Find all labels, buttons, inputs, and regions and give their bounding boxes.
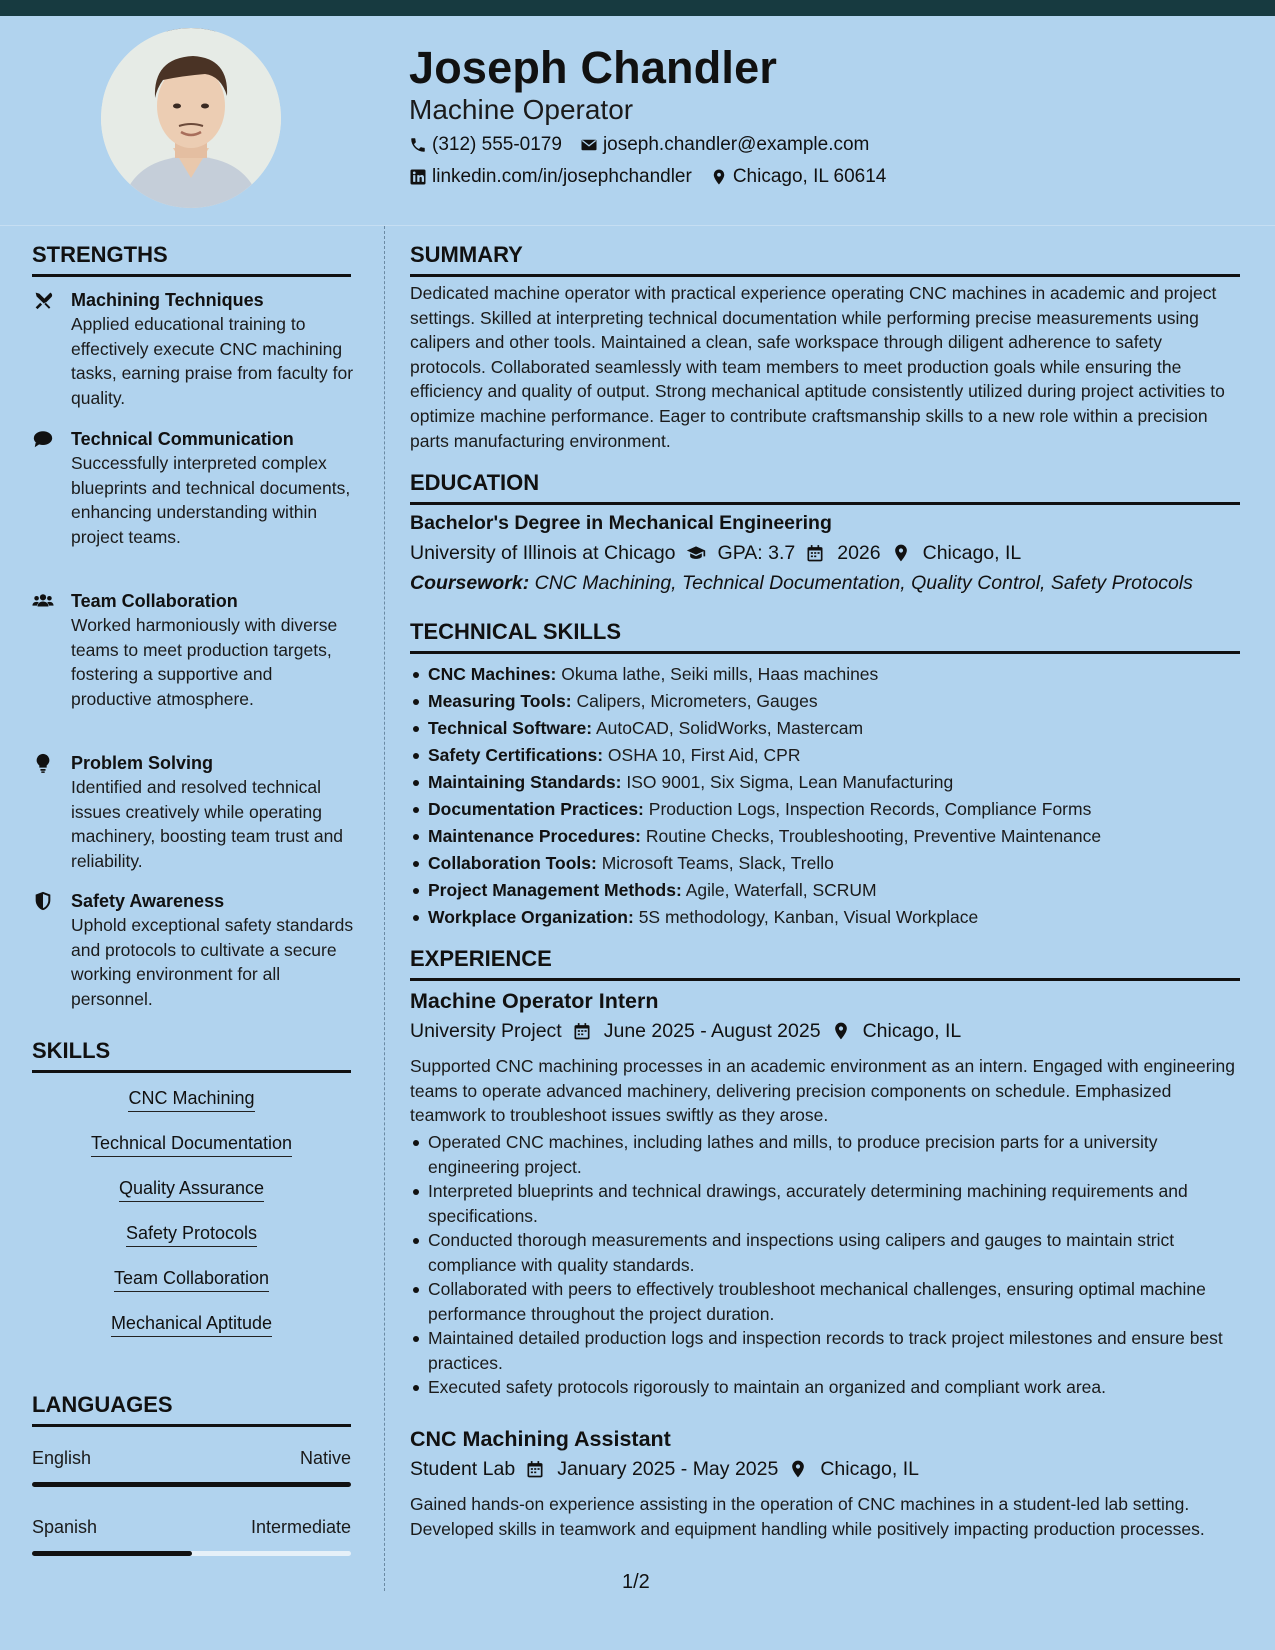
job-dates: January 2025 - May 2025 (557, 1458, 779, 1480)
technical-skills-list (428, 662, 1240, 932)
education-gpa: GPA: 3.7 (717, 542, 796, 564)
linkedin-icon (409, 168, 427, 186)
location-text: Chicago, IL 60614 (732, 166, 887, 187)
strength-item (32, 889, 357, 1011)
job-location: Chicago, IL (862, 1020, 962, 1042)
job-bullets (428, 1130, 1240, 1400)
job-meta (410, 1020, 961, 1043)
phone-icon (409, 136, 427, 154)
strength-title: Safety Awareness (71, 891, 225, 911)
avatar (101, 28, 281, 208)
strength-item (32, 589, 357, 711)
list-item: Documentation Practices: Production Logs, Inspection Records, Compliance Forms (428, 797, 1240, 822)
email-link[interactable]: joseph.chandler@example.com (602, 134, 870, 155)
list-item: Workplace Organization: 5S methodology, Kanban, Visual Workplace (428, 905, 1240, 930)
graduation-cap-icon (686, 543, 708, 565)
education-location: Chicago, IL (922, 542, 1022, 564)
strength-desc: Successfully interpreted complex blueprints and technical documents, enhancing understanding within project teams. (71, 453, 351, 547)
strength-title: Problem Solving (71, 753, 214, 773)
contact-phone (409, 134, 562, 156)
strength-title: Team Collaboration (71, 591, 238, 611)
contact-location (710, 166, 887, 188)
map-pin-icon (710, 168, 728, 186)
resume-header (0, 16, 1275, 226)
list-item: Maintenance Procedures: Routine Checks, Troubleshooting, Preventive Maintenance (428, 824, 1240, 849)
list-item: Collaboration Tools: Microsoft Teams, Slack, Trello (428, 851, 1240, 876)
list-item: Measuring Tools: Calipers, Micrometers, Gauges (428, 689, 1240, 714)
list-item: Operated CNC machines, including lathes and mills, to produce precision parts for a university engineering project. (428, 1130, 1240, 1179)
map-pin-icon (891, 543, 913, 565)
top-bar (0, 0, 1275, 16)
job-title: Machine Operator Intern (410, 989, 659, 1013)
language-name: Spanish (32, 1517, 98, 1537)
speech-bubble-icon (32, 428, 56, 452)
languages-heading: LANGUAGES (32, 1392, 351, 1427)
strength-item (32, 751, 357, 873)
list-item: Technical Software: AutoCAD, SolidWorks, Mastercam (428, 716, 1240, 741)
candidate-title: Machine Operator (409, 94, 634, 125)
linkedin-link[interactable]: linkedin.com/in/josephchandler (432, 166, 692, 187)
strength-item (32, 427, 357, 549)
job-summary: Gained hands-on experience assisting in the operation of CNC machines in a student-led lab setting. Developed skills in teamwork and equipment handling while positively impacting production processes. (410, 1494, 1205, 1539)
education-year: 2026 (837, 542, 881, 564)
list-item: Collaborated with peers to effectively troubleshoot mechanical challenges, ensuring optimal machine performance throughout the project duration. (428, 1277, 1240, 1326)
contact-row-1 (409, 134, 869, 156)
language-level: Intermediate (250, 1517, 351, 1537)
experience-heading: EXPERIENCE (410, 946, 1240, 981)
education-coursework: Coursework: CNC Machining, Technical Documentation, Quality Control, Safety Protocols (410, 572, 1193, 594)
contact-row-2 (409, 166, 886, 188)
list-item: CNC Machines: Okuma lathe, Seiki mills, Haas machines (428, 662, 1240, 687)
strength-desc: Uphold exceptional safety standards and protocols to cultivate a secure working environment for all personnel. (71, 915, 354, 1009)
list-item: Project Management Methods: Agile, Waterfall, SCRUM (428, 878, 1240, 903)
strength-desc: Identified and resolved technical issues creatively while operating machinery, boosting team trust and reliability. (71, 777, 344, 871)
phone-text: (312) 555-0179 (432, 134, 562, 155)
map-pin-icon (788, 1459, 810, 1481)
team-icon (32, 590, 56, 614)
education-school: University of Illinois at Chicago (410, 542, 676, 564)
strength-item (32, 288, 357, 410)
language-proficiency-bar (32, 1551, 351, 1556)
job-org: Student Lab (410, 1458, 516, 1480)
skill-tag: Quality Assurance (32, 1178, 351, 1199)
contact-linkedin[interactable] (409, 166, 692, 188)
job-summary: Supported CNC machining processes in an academic environment as an intern. Engaged with engineering teams to operate advanced machinery, delivering precision components on schedule. Emphasized teamwork to troubleshoot issues swiftly as they arose. (410, 1056, 1235, 1126)
map-pin-icon (831, 1021, 853, 1043)
page-number: 1/2 (622, 1571, 650, 1593)
calendar-icon (805, 543, 827, 565)
profile-photo (101, 28, 281, 208)
skill-tag: CNC Machining (32, 1088, 351, 1109)
contact-email[interactable] (580, 134, 869, 156)
skill-tag: Mechanical Aptitude (32, 1313, 351, 1334)
job-org: University Project (410, 1020, 562, 1042)
strength-desc: Applied educational training to effectively execute CNC machining tasks, earning praise from faculty for quality. (71, 314, 354, 408)
job-dates: June 2025 - August 2025 (603, 1020, 821, 1042)
strength-title: Technical Communication (71, 429, 294, 449)
language-proficiency-bar (32, 1482, 351, 1487)
calendar-icon (572, 1021, 594, 1043)
job-title: CNC Machining Assistant (410, 1427, 671, 1451)
summary-heading: SUMMARY (410, 242, 1240, 277)
lightbulb-icon (32, 752, 56, 776)
education-meta (410, 542, 1021, 565)
candidate-name: Joseph Chandler (409, 42, 778, 93)
list-item: Safety Certifications: OSHA 10, First Aid, CPR (428, 743, 1240, 768)
list-item: Maintained detailed production logs and inspection records to track project milestones and ensure best practices. (428, 1326, 1240, 1375)
education-heading: EDUCATION (410, 470, 1240, 505)
skills-heading: SKILLS (32, 1038, 351, 1073)
calendar-icon (525, 1459, 547, 1481)
skill-tag: Technical Documentation (32, 1133, 351, 1154)
list-item: Interpreted blueprints and technical drawings, accurately determining machining requirements and specifications. (428, 1179, 1240, 1228)
education-degree: Bachelor's Degree in Mechanical Engineering (410, 512, 832, 534)
column-divider (384, 226, 385, 1591)
strengths-heading: STRENGTHS (32, 242, 351, 277)
shield-icon (32, 890, 56, 914)
strength-title: Machining Techniques (71, 290, 264, 310)
skill-tag: Team Collaboration (32, 1268, 351, 1289)
list-item: Maintaining Standards: ISO 9001, Six Sigma, Lean Manufacturing (428, 770, 1240, 795)
job-meta (410, 1458, 919, 1481)
summary-text: Dedicated machine operator with practical experience operating CNC machines in academic and project settings. Skilled at interpreting technical documentation while performing precise measurements using calipers and other tools. Maintained a clean, safe workspace through diligent adherence to safety protocols. Collaborated seamlessly with team members to meet production goals while ensuring the efficiency and quality of output. Strong mechanical aptitude consistently utilized during project activities to optimize machine performance. Eager to contribute craftsmanship skills to a new role within a precision parts manufacturing environment. (410, 283, 1225, 451)
job-location: Chicago, IL (820, 1458, 919, 1480)
language-level: Native (299, 1448, 351, 1468)
language-name: English (32, 1448, 92, 1468)
tools-icon (32, 289, 56, 313)
strength-desc: Worked harmoniously with diverse teams to meet production targets, fostering a supportive and productive atmosphere. (71, 615, 338, 709)
list-item: Conducted thorough measurements and inspections using calipers and gauges to maintain strict compliance with quality standards. (428, 1228, 1240, 1277)
list-item: Executed safety protocols rigorously to maintain an organized and compliant work area. (428, 1375, 1240, 1400)
skill-tag: Safety Protocols (32, 1223, 351, 1244)
envelope-icon (580, 136, 598, 154)
technical-skills-heading: TECHNICAL SKILLS (410, 619, 1240, 654)
